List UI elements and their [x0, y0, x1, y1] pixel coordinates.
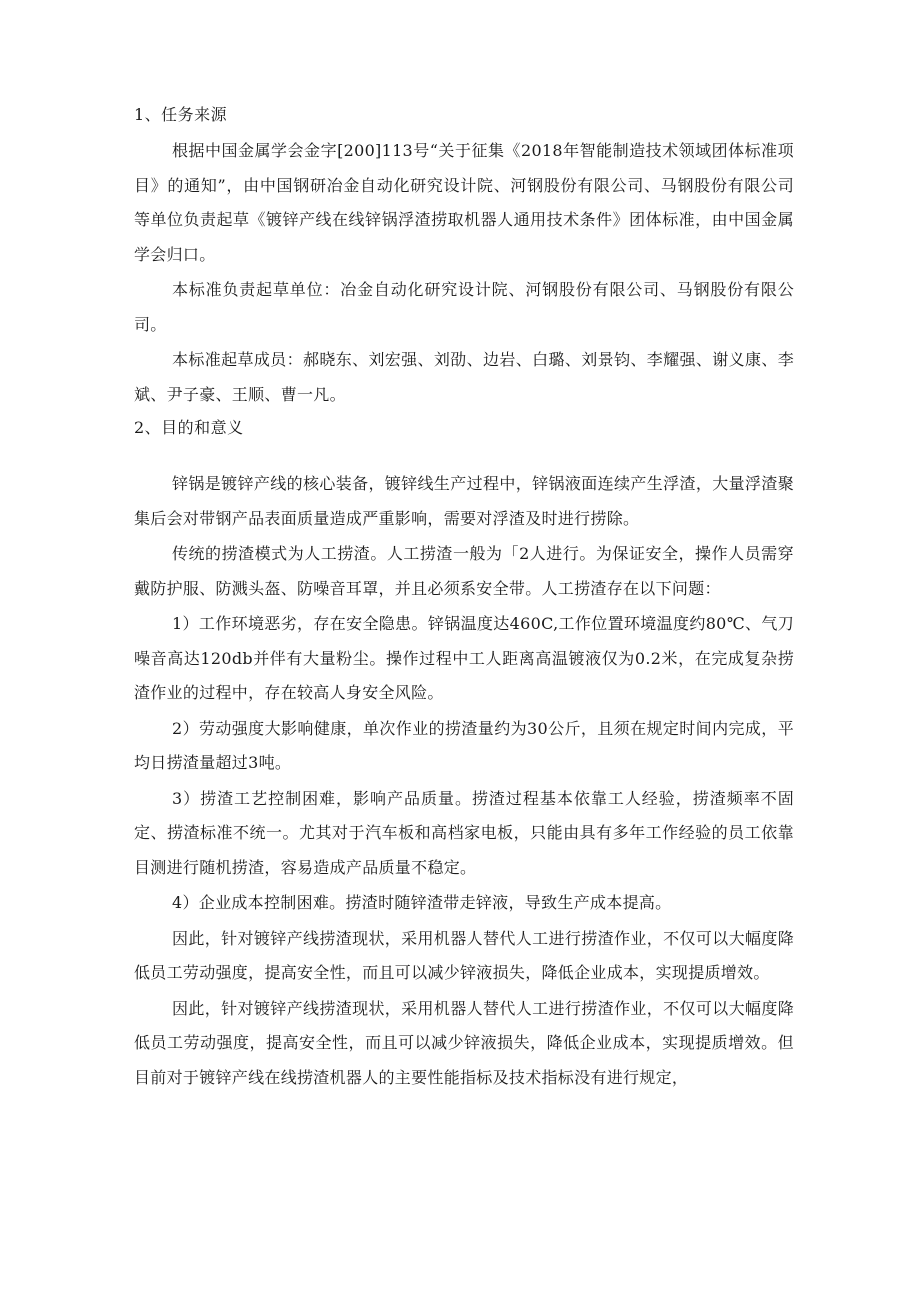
paragraph: 锌锅是镀锌产线的核心装备，镀锌线生产过程中，锌锅液面连续产生浮渣，大量浮渣聚集后会对带钢产品表面质量造成严重影响，需要对浮渣及时进行捞除。 — [134, 474, 794, 528]
document-body — [134, 100, 794, 1096]
paragraph: 本标准起草成员：郝晓东、刘宏强、刘劭、边岩、白璐、刘景钧、李耀强、谢义康、李斌、尹子豪、王顺、曹一凡。 — [134, 350, 794, 404]
paragraph: 根据中国金属学会金字[200]113号“关于征集《2018年智能制造技术领域团体标准项目》的通知”，由中国钢研冶金自动化研究设计院、河钢股份有限公司、马钢股份有限公司等单位负责起草《镀锌产线在线锌锅浮渣捞取机器人通用技术条件》团体标准，由中国金属学会归口。 — [134, 141, 794, 264]
spacer — [134, 447, 794, 467]
paragraph: 本标准负责起草单位：冶金自动化研究设计院、河钢股份有限公司、马钢股份有限公司。 — [134, 280, 794, 334]
section-heading-purpose: 2、目的和意义 — [134, 418, 244, 437]
list-item-paragraph: 2）劳动强度大影响健康，单次作业的捞渣量约为30公斤，且须在规定时间内完成，平均日捞渣量超过3吨。 — [134, 718, 794, 772]
list-item-paragraph: 4）企业成本控制困难。捞渣时随锌渣带走锌液，导致生产成本提高。 — [172, 893, 672, 912]
list-item-paragraph: 3）捞渣工艺控制困难，影响产品质量。捞渣过程基本依靠工人经验，捞渣频率不固定、捞渣标准不统一。尤其对于汽车板和高档家电板，只能由具有多年工作经验的员工依靠目测进行随机捞渣，容易造成产品质量不稳定。 — [134, 788, 794, 877]
paragraph: 因此，针对镀锌产线捞渣现状，采用机器人替代人工进行捞渣作业，不仅可以大幅度降低员工劳动强度，提高安全性，而且可以减少锌液损失，降低企业成本，实现提质增效。 — [134, 928, 794, 982]
section-heading-task-source: 1、任务来源 — [134, 105, 228, 124]
paragraph: 传统的捞渣模式为人工捞渣。人工捞渣一般为「2人进行。为保证安全，操作人员需穿戴防护服、防溅头盔、防噪音耳罩，并且必须系安全带。人工捞渣存在以下问题： — [134, 544, 794, 598]
paragraph: 因此，针对镀锌产线捞渣现状，采用机器人替代人工进行捞渣作业，不仅可以大幅度降低员工劳动强度，提高安全性，而且可以减少锌液损失，降低企业成本，实现提质增效。但目前对于镀锌产线在线捞渣机器人的主要性能指标及技术指标没有进行规定， — [134, 998, 794, 1087]
list-item-paragraph: 1）工作环境恶劣，存在安全隐患。锌锅温度达460C,工作位置环境温度约80℃、气刀噪音高达120db并伴有大量粉尘。操作过程中工人距离高温镀液仅为0.2米，在完成复杂捞渣作业的过程中，存在较高人身安全风险。 — [134, 614, 794, 702]
